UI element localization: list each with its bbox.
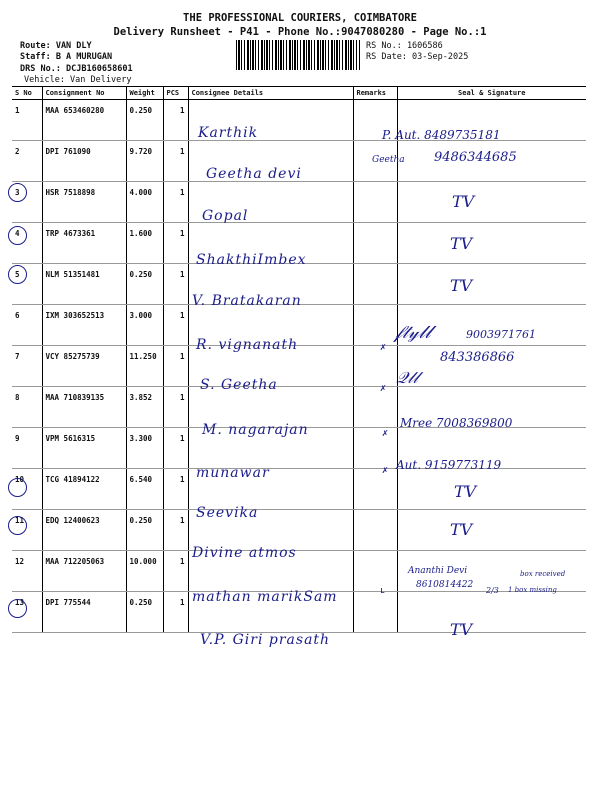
consignee-handwriting: M. nagarajan [202,422,309,438]
col-pcs: PCS [163,87,188,100]
row-remarks [353,510,397,551]
row-remarks [353,428,397,469]
row-weight: 3.300 [126,428,163,469]
row-sno: 8 [12,387,42,428]
row-consignment: DPI 775544 [42,592,126,633]
col-sno: S No [12,87,42,100]
vehicle-label: Vehicle: Van Delivery [24,75,132,85]
row-signature [397,223,586,264]
signature-handwriting: box received [520,570,566,578]
row-signature [397,182,586,223]
col-consignment: Consignment No [42,87,126,100]
consignee-handwriting: R. vignanath [196,337,299,353]
tv-mark: TV [452,192,475,211]
row-weight: 3.852 [126,387,163,428]
row-sno: 6 [12,305,42,346]
row-consignment: MAA 653460280 [42,100,126,141]
row-consignment: VPM 5616315 [42,428,126,469]
row-pcs: 1 [163,264,188,305]
row-consignment: HSR 7518898 [42,182,126,223]
row-circle-mark [8,226,27,245]
tv-mark: TV [450,234,473,253]
row-weight: 0.250 [126,510,163,551]
row-consignment: DPI 761090 [42,141,126,182]
col-consignee: Consignee Details [188,87,353,100]
row-remarks [353,223,397,264]
row-sno: 10 [12,469,42,510]
row-weight: 10.000 [126,551,163,592]
runsheet-subtitle: Delivery Runsheet - P41 - Phone No.:9047080280 - Page No.:1 [113,26,487,38]
row-consignment: TCG 41894122 [42,469,126,510]
tv-mark: TV [454,482,477,501]
row-weight: 0.250 [126,100,163,141]
signature-handwriting: 843386866 [440,350,515,365]
row-signature [397,264,586,305]
row-signature [397,510,586,551]
row-consignment: VCY 85275739 [42,346,126,387]
row-signature [397,469,586,510]
consignee-handwriting: S. Geetha [200,377,278,393]
tv-mark: TV [450,520,473,539]
barcode [236,40,360,70]
row-remarks [353,305,397,346]
row-sno: 11 [12,510,42,551]
tick-mark: ✗ [382,465,389,476]
tick-mark: ✗ [380,342,387,353]
row-pcs: 1 [163,551,188,592]
row-circle-mark [8,265,27,284]
consignee-handwriting: V.P. Giri prasath [200,632,331,648]
row-circle-mark [8,516,27,535]
row-pcs: 1 [163,141,188,182]
row-remarks [353,387,397,428]
consignee-handwriting: mathan marikSam [192,589,338,605]
drs-number: DRS No.: DCJB160658601 [20,64,133,74]
row-pcs: 1 [163,346,188,387]
staff-label: Staff: B A MURUGAN [20,52,113,62]
row-circle-mark [8,478,27,497]
row-pcs: 1 [163,592,188,633]
route-label: Route: VAN DLY [20,41,92,51]
row-pcs: 1 [163,428,188,469]
row-consignment: MAA 710839135 [42,387,126,428]
row-consignment: TRP 4673361 [42,223,126,264]
row-weight: 0.250 [126,264,163,305]
row-pcs: 1 [163,510,188,551]
row-remarks [353,592,397,633]
row-remarks [353,346,397,387]
row-weight: 11.250 [126,346,163,387]
signature-handwriting: 8610814422 [416,580,474,590]
row-sno: 2 [12,141,42,182]
tv-mark: TV [450,620,473,639]
row-sno: 4 [12,223,42,264]
row-signature [397,592,586,633]
row-sno: 7 [12,346,42,387]
consignee-handwriting: munawar [196,465,270,481]
table-row [12,469,586,510]
row-consignment: MAA 712205063 [42,551,126,592]
consignee-handwriting: ShakthiImbex [196,252,307,268]
consignee-handwriting: V. Bratakaran [192,293,302,309]
signature-scribble: 𝒬𝓁𝓁 [396,368,419,387]
tv-mark: TV [450,276,473,295]
row-consignment: EDQ 12400623 [42,510,126,551]
row-circle-mark [8,183,27,202]
row-sno: 1 [12,100,42,141]
consignee-handwriting: Divine atmos [192,545,297,561]
row-pcs: 1 [163,100,188,141]
row-sno: 9 [12,428,42,469]
row-pcs: 1 [163,469,188,510]
table-header [12,87,586,100]
row-remarks [353,182,397,223]
signature-handwriting: Mree 7008369800 [400,416,513,430]
row-pcs: 1 [163,223,188,264]
rs-date: RS Date: 03-Sep-2025 [366,52,469,62]
row-pcs: 1 [163,182,188,223]
company-title: THE PROFESSIONAL COURIERS, COIMBATORE [183,12,417,24]
col-weight: Weight [126,87,163,100]
row-pcs: 1 [163,387,188,428]
consignee-handwriting: Seevika [196,505,259,521]
signature-handwriting: 2/3 [486,586,499,595]
tick-mark: ʟ [380,586,386,596]
signature-handwriting: P. Aut. 8489735181 [382,128,501,142]
signature-handwriting: 9486344685 [434,150,517,165]
table-row [12,510,586,551]
row-weight: 4.000 [126,182,163,223]
row-remarks [353,469,397,510]
signature-handwriting: Aut. 9159773119 [396,458,502,472]
signature-scribble: 𝒻𝓉𝓎𝓁𝓁 [394,322,431,343]
row-sno: 5 [12,264,42,305]
row-weight: 1.600 [126,223,163,264]
row-sno: 12 [12,551,42,592]
row-weight: 9.720 [126,141,163,182]
consignee-handwriting: Gopal [202,208,249,224]
row-weight: 0.250 [126,592,163,633]
row-sno: 13 [12,592,42,633]
consignee-handwriting: Geetha devi [206,166,302,182]
row-weight: 3.000 [126,305,163,346]
row-circle-mark [8,599,27,618]
signature-handwriting: Ananthi Devi [408,566,468,576]
row-sno: 3 [12,182,42,223]
rs-number: RS No.: 1606586 [366,41,443,51]
tick-mark: ✗ [380,383,387,394]
signature-handwriting: 1 box missing [508,586,557,594]
row-consignment: IXM 303652513 [42,305,126,346]
col-signature: Seal & Signature [397,87,586,100]
tick-mark: ✗ [382,428,389,439]
table-row [12,182,586,223]
signature-handwriting: Geetha [372,155,405,165]
table-row [12,551,586,592]
row-pcs: 1 [163,305,188,346]
row-remarks [353,264,397,305]
row-weight: 6.540 [126,469,163,510]
row-remarks [353,551,397,592]
signature-handwriting: 9003971761 [466,328,536,341]
row-consignment: NLM 51351481 [42,264,126,305]
consignee-handwriting: Karthik [198,125,259,141]
col-remarks: Remarks [353,87,397,100]
